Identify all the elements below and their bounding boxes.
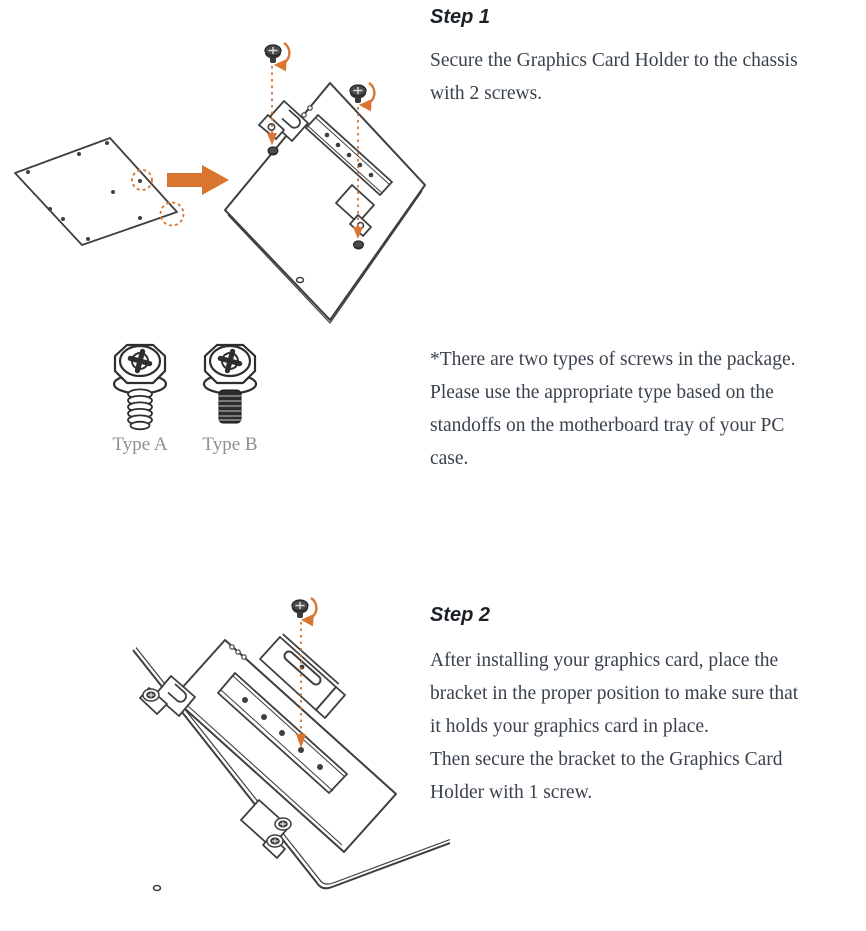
step1-line-2: with 2 screws. — [430, 83, 543, 104]
type-a-label: Type A — [112, 434, 168, 455]
step2-line-3: it holds your graphics card in place. — [430, 716, 709, 737]
step2-line-4: Then secure the bracket to the Graphics Card — [430, 749, 783, 770]
screw-icon — [265, 45, 281, 63]
screw-types-svg — [100, 340, 275, 437]
type-b-label: Type B — [202, 434, 258, 455]
step1-diagram-svg — [0, 35, 430, 330]
screw-type-a-icon — [114, 345, 166, 429]
screw-icon — [350, 85, 366, 103]
installed-screw-icon — [267, 835, 283, 847]
motherboard-tray-plate — [15, 138, 184, 245]
step1-heading: Step 1 — [430, 6, 491, 28]
step1-illustration — [0, 35, 430, 330]
step2-illustration — [105, 592, 450, 931]
step1-line-1: Secure the Graphics Card Holder to the chassis — [430, 50, 798, 71]
step1-paragraph — [430, 44, 866, 110]
graphics-card-holder — [140, 640, 396, 858]
installed-screw-icon — [275, 818, 291, 830]
right-arrow-icon — [167, 165, 229, 195]
fine-thread-shaft — [219, 390, 241, 423]
step2-heading: Step 2 — [430, 604, 491, 626]
screw-types-illustration — [100, 340, 275, 437]
note-line-1: *There are two types of screws in the package. — [430, 349, 796, 370]
installed-screw-icon — [143, 689, 159, 701]
step2-line-1: After installing your graphics card, place the — [430, 650, 779, 671]
step2-line-5: Holder with 1 screw. — [430, 782, 593, 803]
screw-icon — [292, 600, 308, 618]
screw-type-b-icon — [204, 345, 256, 423]
coarse-thread-shaft — [128, 389, 152, 429]
step2-paragraph — [430, 644, 866, 809]
note-line-3: standoffs on the motherboard tray of your PC — [430, 415, 785, 436]
note-line-4: case. — [430, 448, 469, 469]
chassis-tray — [225, 83, 425, 323]
standoff-nut — [268, 147, 278, 156]
step2-line-2: bracket in the proper position to make sure that — [430, 683, 799, 704]
note-line-2: Please use the appropriate type based on the — [430, 382, 774, 403]
standoff-nut — [354, 241, 364, 250]
screw-note-paragraph — [430, 343, 866, 475]
step2-diagram-svg — [105, 592, 450, 931]
